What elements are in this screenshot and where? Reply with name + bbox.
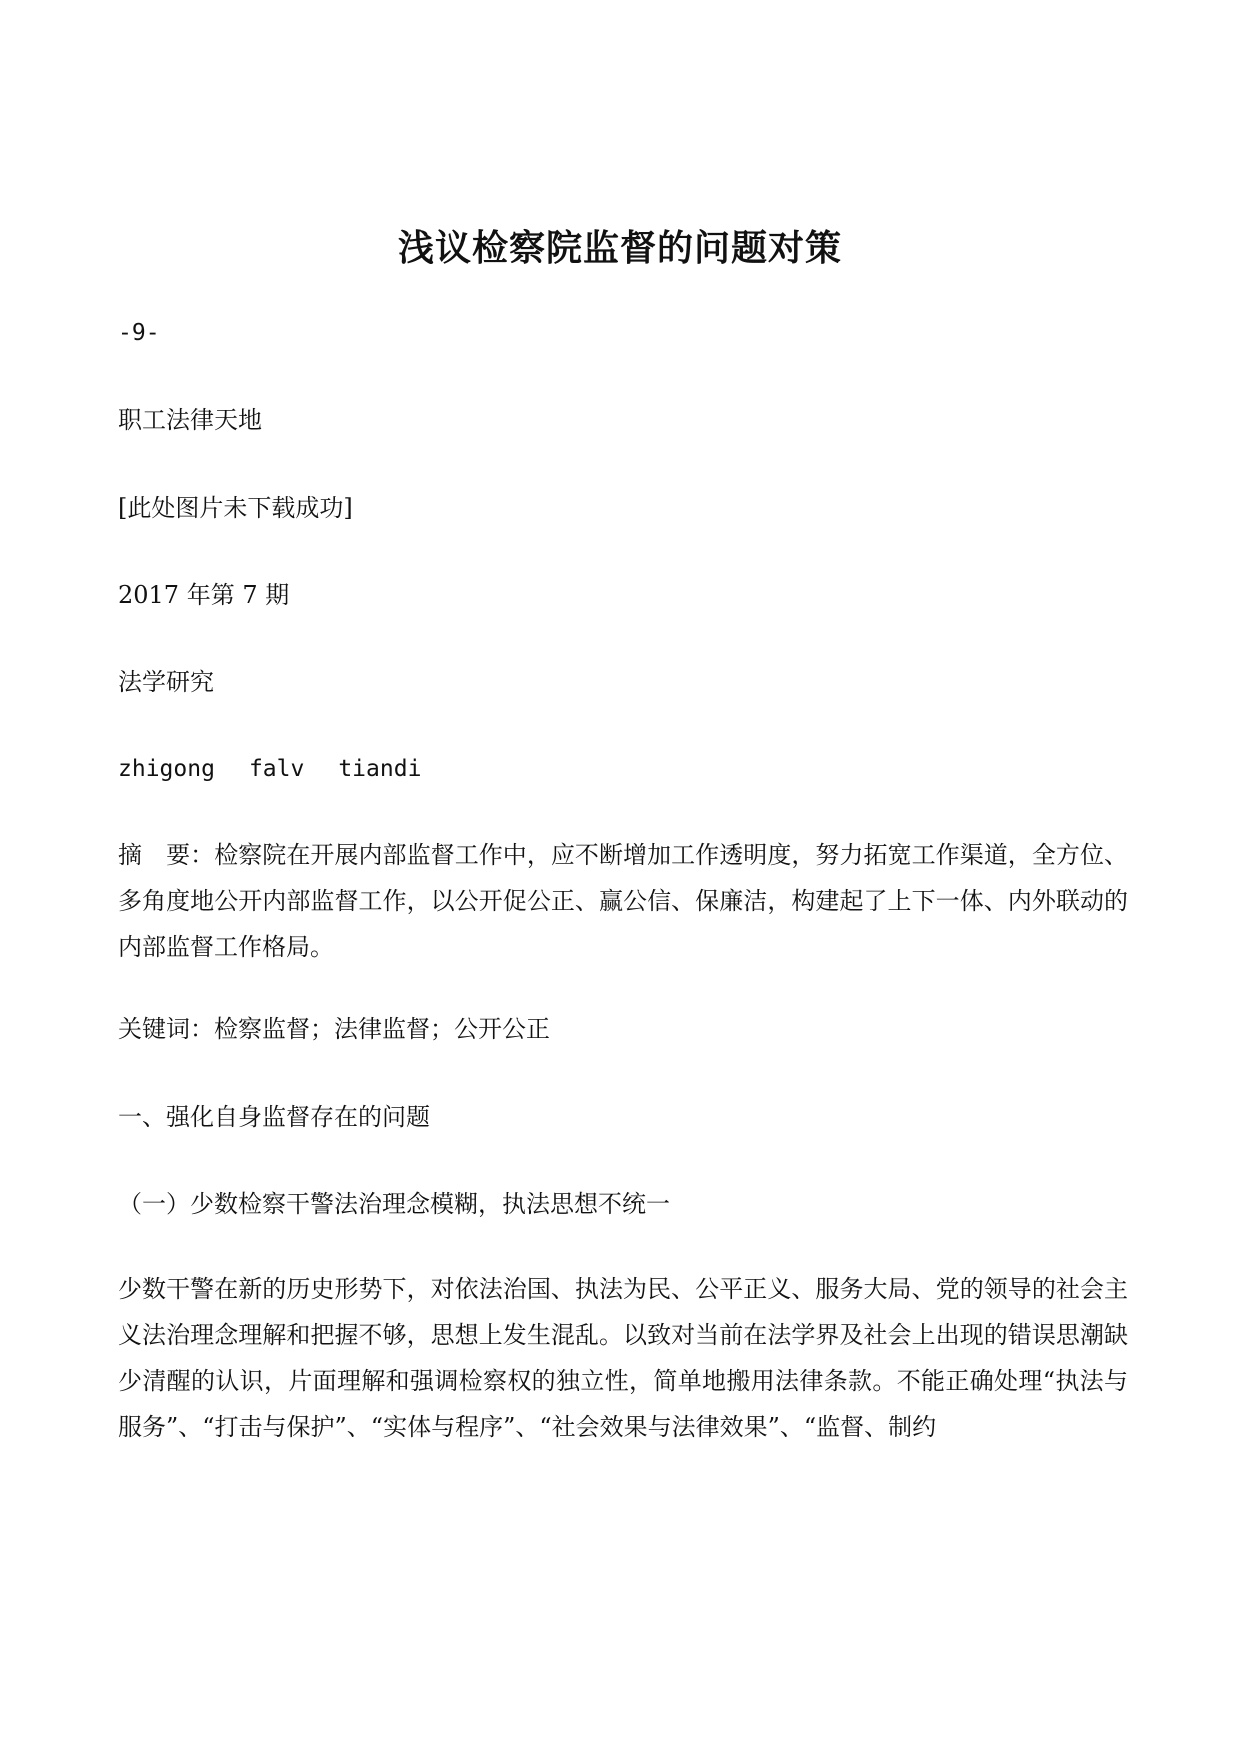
pinyin-word: zhigong xyxy=(118,756,215,782)
issue-info: 2017 年第 7 期 xyxy=(118,581,290,609)
journal-pinyin xyxy=(118,752,1128,786)
pinyin-word: falv xyxy=(248,756,305,782)
category-label: 法学研究 xyxy=(118,668,214,696)
abstract-text: 检察院在开展内部监督工作中，应不断增加工作透明度，努力拓宽工作渠道，全方位、多角度地公开内部监督工作，以公开促公正、赢公信、保廉洁，构建起了上下一体、内外联动的内部监督工作格局。 xyxy=(118,841,1129,961)
subsection-heading: （一）少数检察干警法治理念模糊，执法思想不统一 xyxy=(118,1190,670,1218)
abstract-label: 摘 要： xyxy=(118,841,215,869)
journal-name: 职工法律天地 xyxy=(118,406,262,434)
keywords-line xyxy=(118,1012,1128,1046)
abstract-paragraph xyxy=(118,832,1128,970)
page-number: -9- xyxy=(118,320,160,346)
image-placeholder: [此处图片未下载成功] xyxy=(118,494,353,522)
article-title: 浅议检察院监督的问题对策 xyxy=(397,227,842,269)
keywords-text: 检察监督；法律监督；公开公正 xyxy=(214,1015,550,1043)
keywords-label: 关键词： xyxy=(118,1015,214,1043)
pinyin-word: tiandi xyxy=(338,756,422,782)
body-paragraph: 少数干警在新的历史形势下，对依法治国、执法为民、公平正义、服务大局、党的领导的社会主义法治理念理解和把握不够，思想上发生混乱。以致对当前在法学界及社会上出现的错误思潮缺少清醒的认识，片面理解和强调检察权的独立性，简单地搬用法律条款。不能正确处理“执法与服务”、“打击与保护”、“实体与程序”、“社会效果与法律效果”、“监督、制约 xyxy=(118,1275,1128,1441)
section-heading: 一、强化自身监督存在的问题 xyxy=(118,1103,430,1131)
